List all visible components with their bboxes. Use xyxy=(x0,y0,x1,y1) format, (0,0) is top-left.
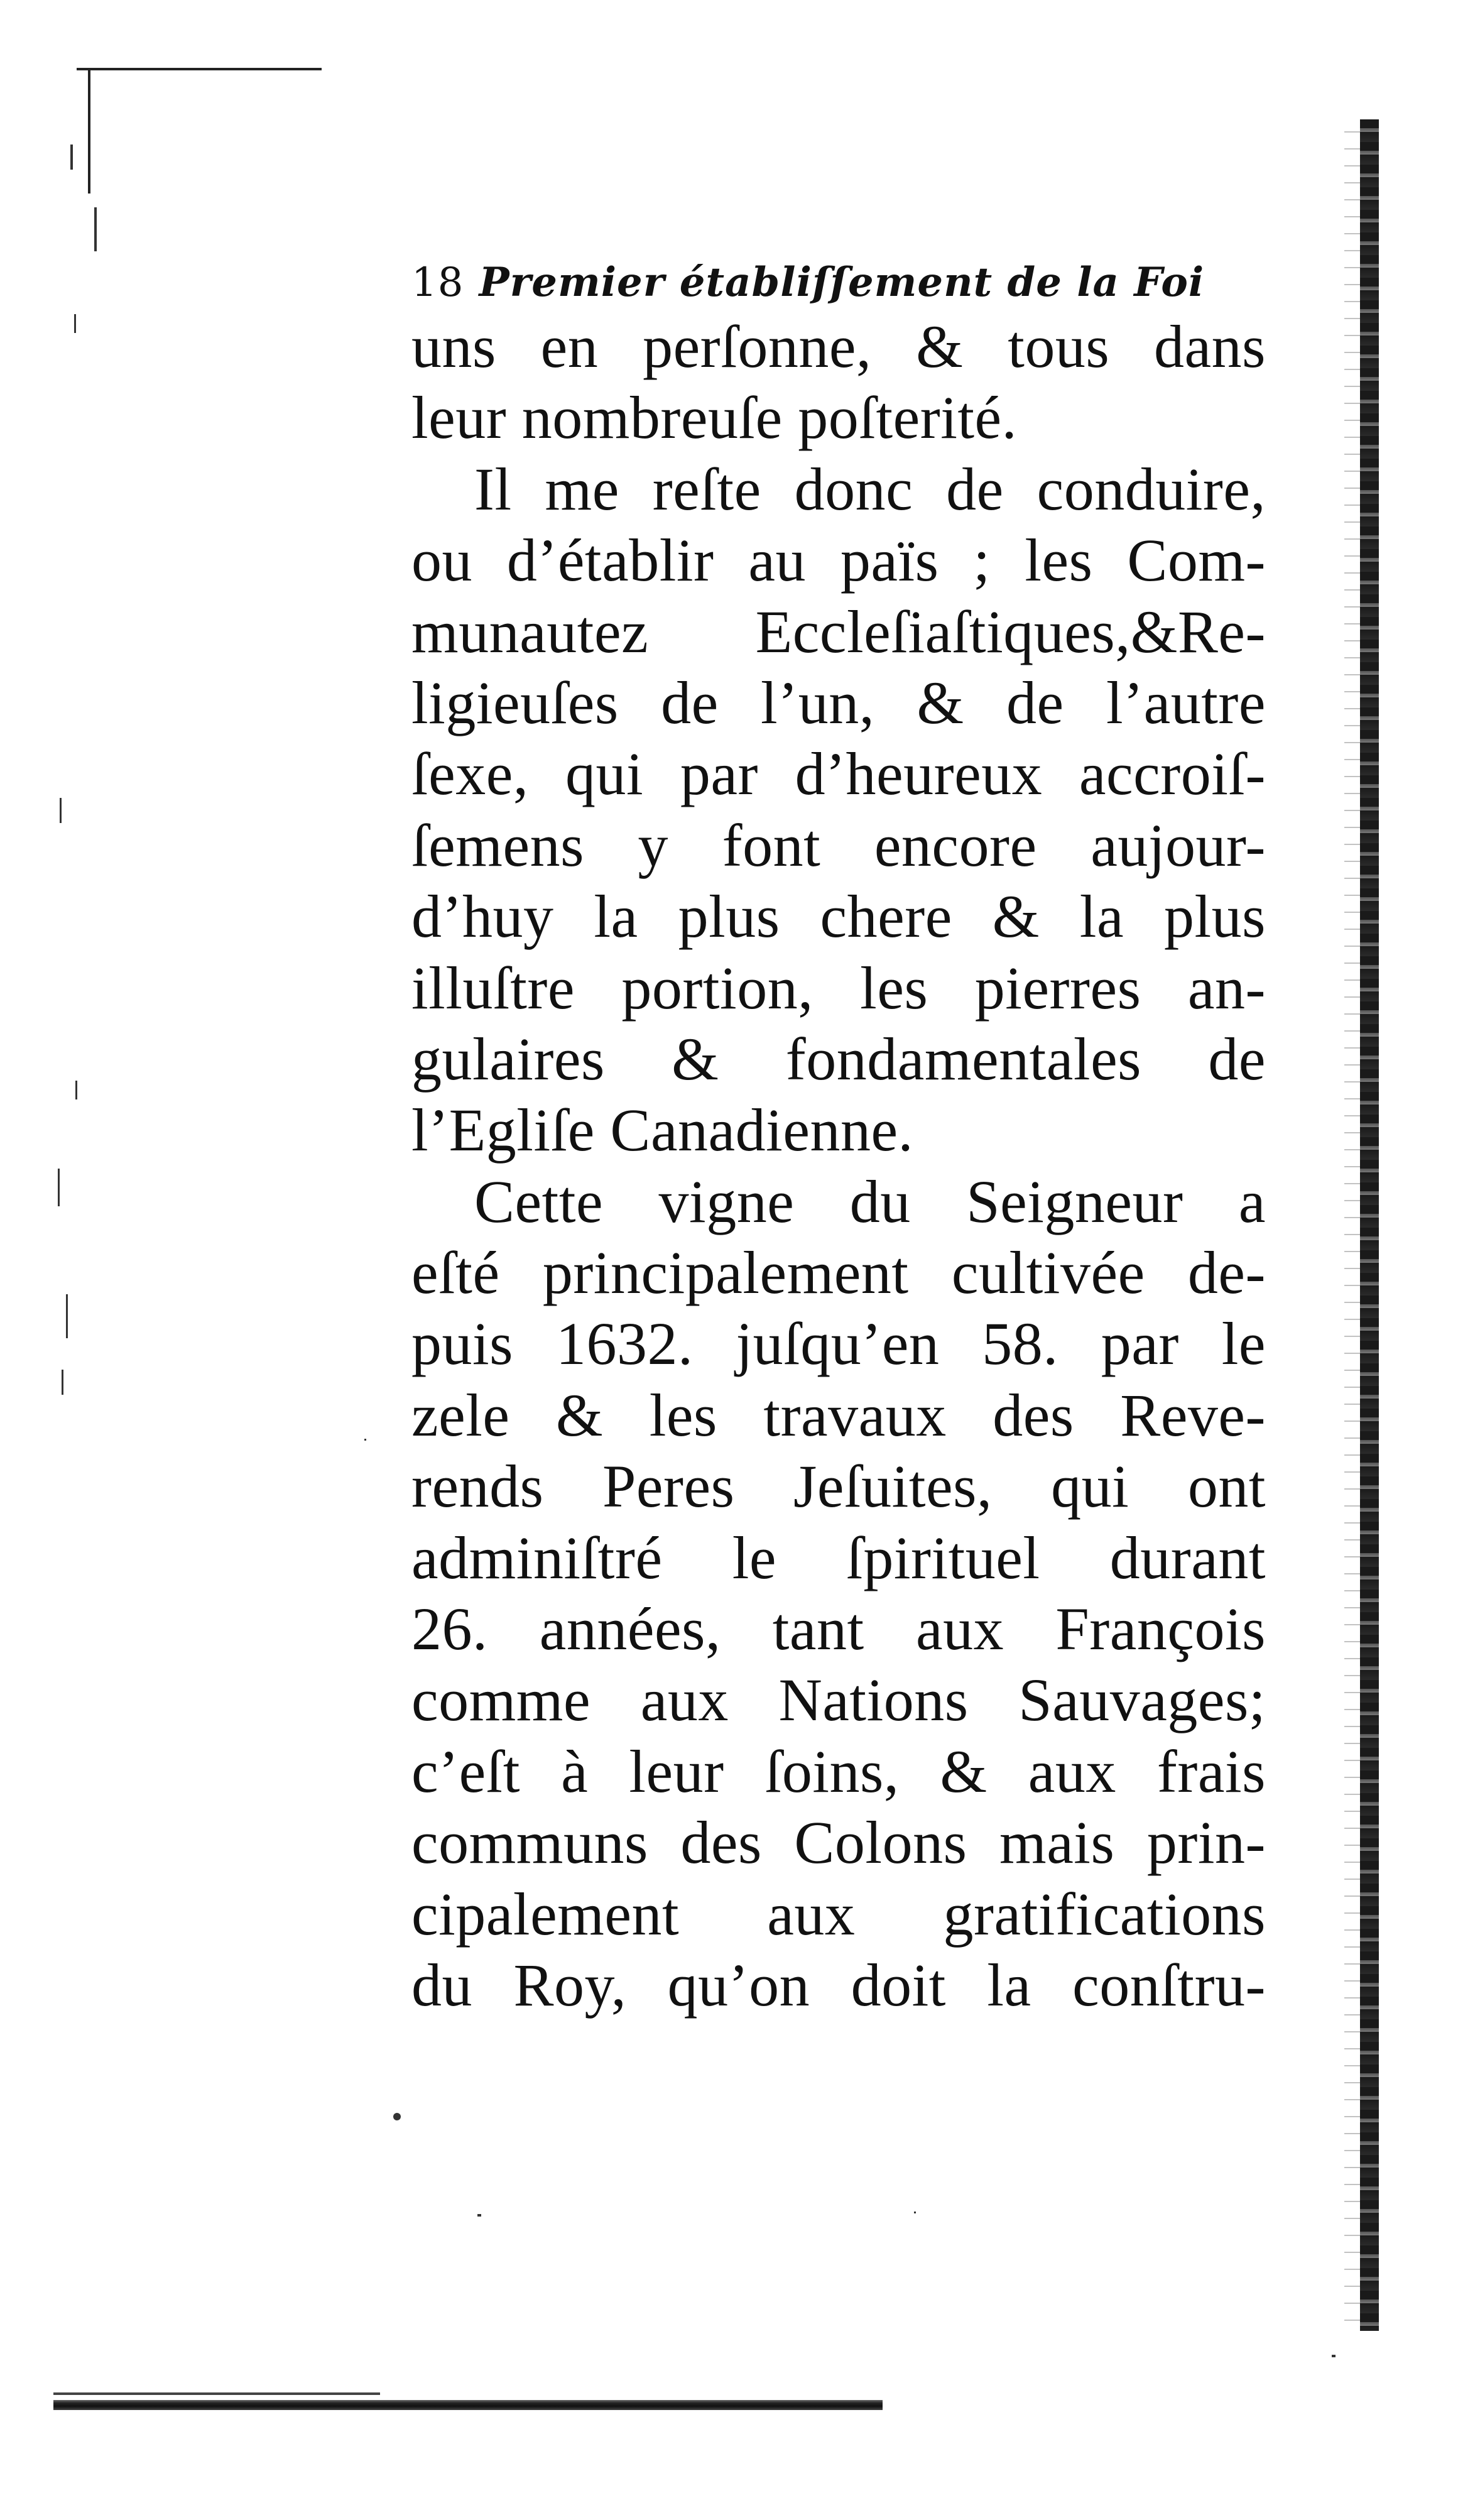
text-line: uns en perſonne, & tous dans xyxy=(411,313,1266,380)
text-line: ligieuſes de l’un, & de l’autre xyxy=(411,668,1266,736)
text-line: c’eſt à leur ſoins, & aux frais xyxy=(411,1737,1266,1805)
bottom-rule-thin xyxy=(53,2392,380,2395)
text-line: ſemens y font encore aujour- xyxy=(411,811,1266,879)
text-line: comme aux Nations Sauvages; xyxy=(411,1666,1266,1734)
text-line: zele & les travaux des Reve- xyxy=(411,1381,1266,1449)
text-line: munautez Eccleſiaſtiques,&Re- xyxy=(411,597,1266,665)
margin-speck xyxy=(75,1081,77,1099)
binding-fringe xyxy=(1344,126,1360,2325)
text-block xyxy=(411,254,1266,2021)
margin-speck xyxy=(66,1294,68,1338)
binding-edge xyxy=(1360,119,1379,2331)
text-line: Cette vigne du Seigneur a xyxy=(474,1167,1266,1235)
bottom-rule xyxy=(53,2400,883,2410)
margin-speck xyxy=(914,2212,916,2213)
margin-speck xyxy=(364,1439,366,1441)
margin-speck xyxy=(393,2113,401,2120)
page-number: 18 xyxy=(411,259,464,306)
text-line: adminiſtré le ſpirituel durant xyxy=(411,1524,1266,1591)
text-line: du Roy, qu’on doit la conſtru- xyxy=(411,1951,1266,2019)
text-line: eſté principalement cultivée de- xyxy=(411,1239,1266,1307)
margin-speck xyxy=(60,798,62,823)
margin-speck xyxy=(70,145,73,170)
corner-rule xyxy=(77,68,322,70)
text-line: ou d’établir au païs ; les Com- xyxy=(411,526,1266,594)
text-line: communs des Colons mais prin- xyxy=(411,1809,1266,1877)
margin-speck xyxy=(74,314,76,333)
text-line: leur nombreuſe poſterité. xyxy=(411,384,1018,452)
text-line: gulaires & fondamentales de xyxy=(411,1025,1266,1093)
running-head-title: Premier établiſſement de la Foi xyxy=(479,259,1205,306)
margin-speck xyxy=(477,2214,481,2217)
text-line: 26. années, tant aux François xyxy=(411,1595,1266,1663)
margin-speck xyxy=(1332,2355,1336,2357)
running-head xyxy=(411,254,1266,311)
text-line: illuſtre portion, les pierres an- xyxy=(411,954,1266,1022)
text-line: Il me reſte donc de conduire, xyxy=(474,455,1266,523)
text-line: cipalement aux gratifications xyxy=(411,1880,1266,1948)
margin-speck xyxy=(58,1169,60,1206)
corner-rule-vertical xyxy=(88,68,90,194)
text-line: l’Egliſe Canadienne. xyxy=(411,1096,914,1164)
text-line: ſexe, qui par d’heureux accroiſ- xyxy=(411,740,1266,808)
text-line: puis 1632. juſqu’en 58. par le xyxy=(411,1310,1266,1378)
text-line: d’huy la plus chere & la plus xyxy=(411,883,1266,951)
margin-speck xyxy=(62,1370,63,1395)
margin-speck xyxy=(94,207,97,251)
text-line: rends Peres Jeſuites, qui ont xyxy=(411,1453,1266,1520)
